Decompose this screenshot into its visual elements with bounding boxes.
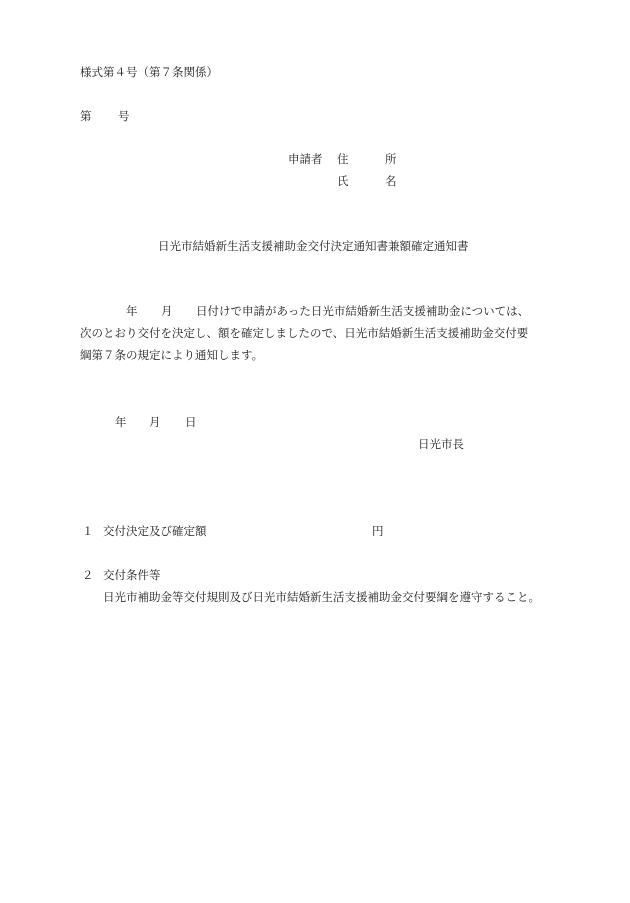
body-year-label: 年 [126,304,138,318]
item-2-number: ２ [82,568,94,582]
item-1-currency-unit: 円 [372,524,384,538]
name-label-part-2: 名 [385,174,397,188]
issue-date-day: 日 [185,415,197,429]
issue-date-month: 月 [149,415,161,429]
body-line-3: 綱第７条の規定により通知します。 [80,348,264,362]
body-line-1: 日付けで申請があった日光市結婚新生活支援補助金については、 [196,304,530,318]
issue-date-year: 年 [115,415,127,429]
item-1-label: 交付決定及び確定額 [103,524,207,538]
name-label-part-1: 氏 [337,174,349,188]
document-title: 日光市結婚新生活支援補助金交付決定通知書兼額確定通知書 [158,239,469,253]
form-number: 様式第４号（第７条関係） [80,65,218,79]
document-number-prefix: 第 [80,109,92,123]
address-label-part-2: 所 [385,152,397,166]
applicant-label: 申請者 [288,152,323,166]
body-month-label: 月 [161,304,173,318]
item-2-label: 交付条件等 [103,568,161,582]
issuer-name: 日光市長 [418,437,464,451]
body-line-2: 次のとおり交付を決定し、額を確定しましたので、日光市結婚新生活支援補助金交付要 [80,326,529,340]
item-2-text: 日光市補助金等交付規則及び日光市結婚新生活支援補助金交付要綱を遵守すること。 [103,590,540,604]
document-number-suffix: 号 [118,109,130,123]
item-1-number: １ [82,524,94,538]
address-label-part-1: 住 [337,152,349,166]
